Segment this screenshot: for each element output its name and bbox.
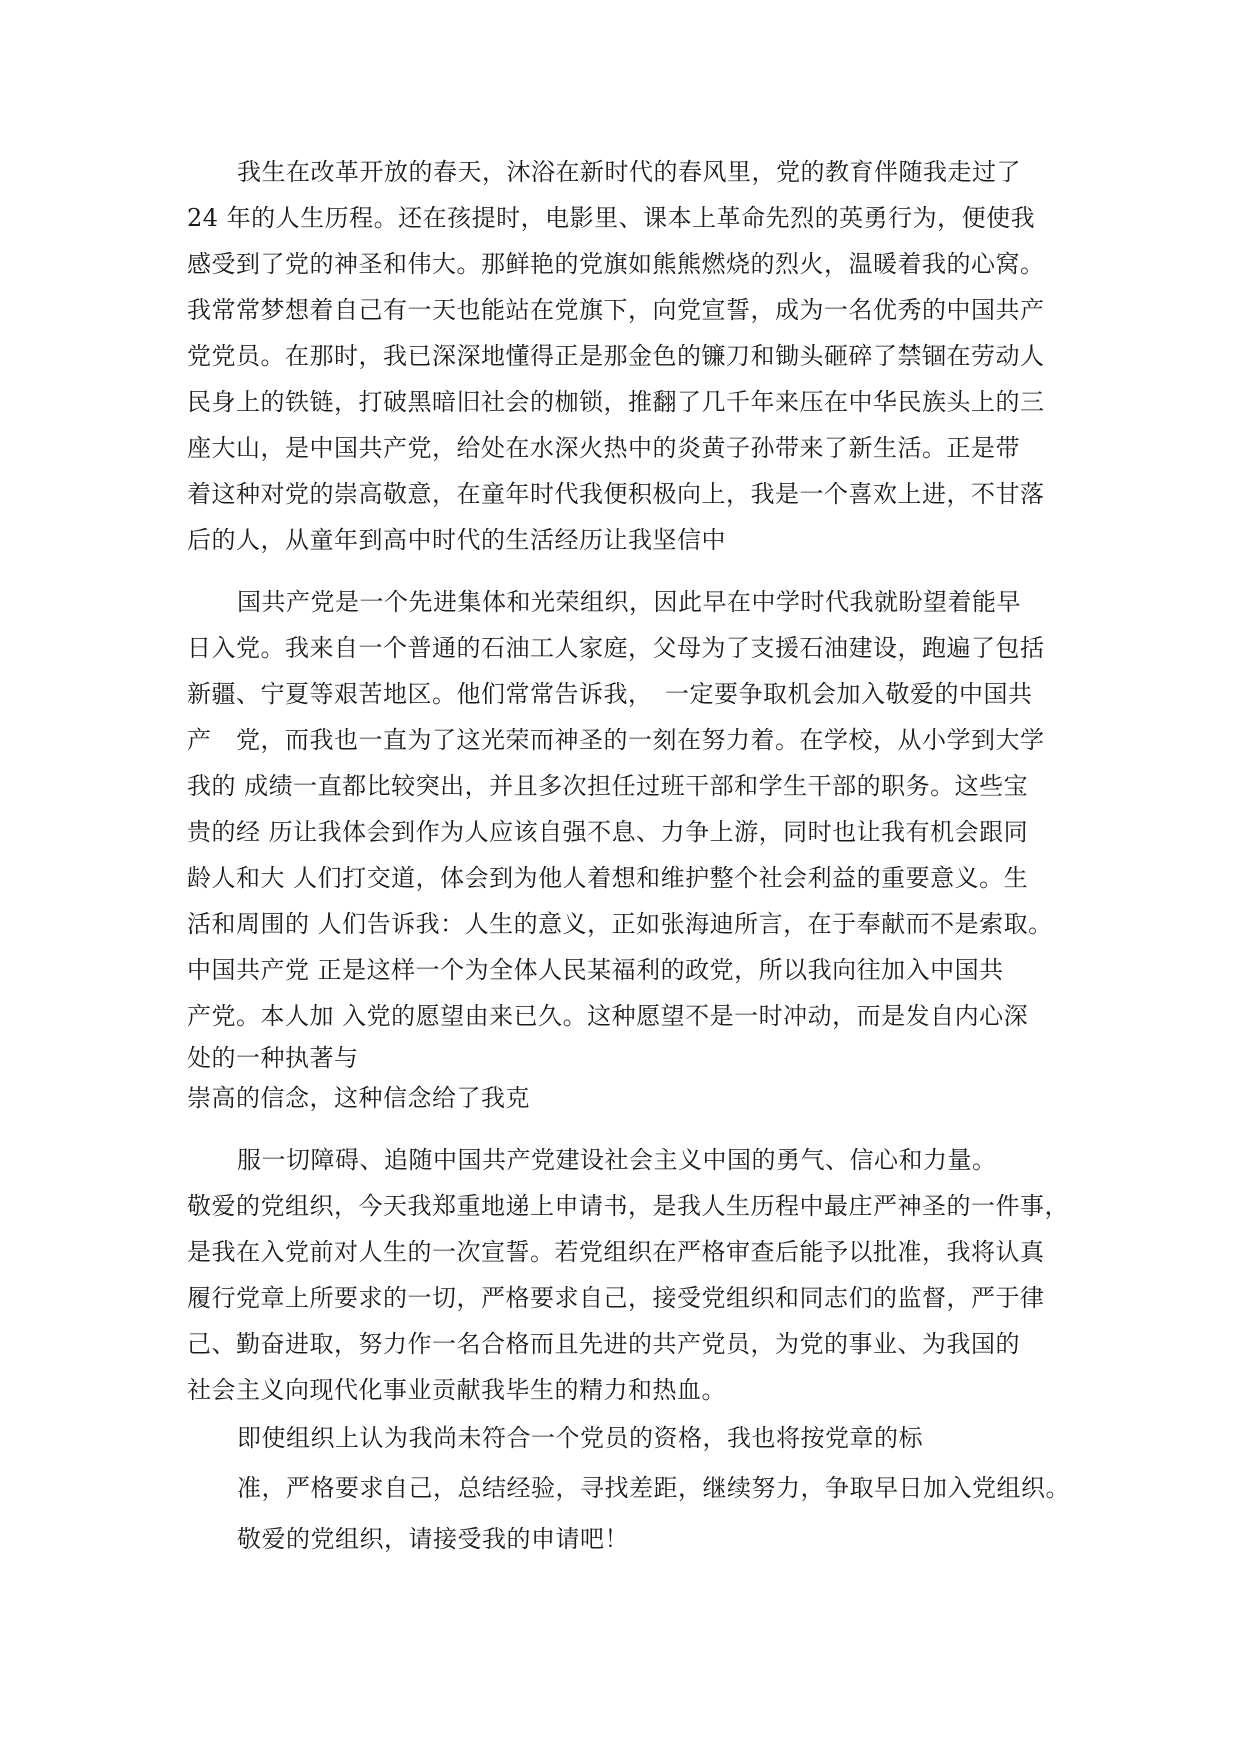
paragraph-3-line-4: 履行党章上所要求的一切，严格要求自己，接受党组织和同志们的监督，严于律 [187,1284,1045,1312]
paragraph-1-line-2: 24 年的人生历程。还在孩提时，电影里、课本上革命先烈的英勇行为，便使我 [187,204,1036,232]
paragraph-2-line-4: 产 党，而我也一直为了这光荣而神圣的一刻在努力着。在学校，从小学到大学 [187,726,1045,754]
paragraph-1-line-1: 我生在改革开放的春天，沐浴在新时代的春风里，党的教育伴随我走过了 [237,158,1021,186]
paragraph-3-line-5: 己、勤奋进取，努力作一名合格而且先进的共产党员，为党的事业、为我国的 [187,1330,1020,1358]
paragraph-2-line-6: 贵的经 历让我体会到作为人应该自强不息、力争上游，同时也让我有机会跟同 [187,818,1029,846]
paragraph-1-line-5: 党党员。在那时，我已深深地懂得正是那金色的镰刀和锄头砸碎了禁锢在劳动人 [187,342,1045,370]
paragraph-2-line-2: 日入党。我来自一个普通的石油工人家庭，父母为了支援石油建设，跑遍了包括 [187,634,1045,662]
paragraph-2-line-11: 处的一种执著与 [187,1044,359,1072]
paragraph-2-line-12: 崇高的信念，这种信念给了我克 [187,1084,530,1112]
paragraph-3-line-3: 是我在入党前对人生的一次宣誓。若党组织在严格审查后能予以批准，我将认真 [187,1238,1045,1266]
paragraph-2-line-8: 活和周围的 人们告诉我：人生的意义，正如张海迪所言，在于奉献而不是索取。 [187,910,1053,938]
paragraph-1-line-3: 感受到了党的神圣和伟大。那鲜艳的党旗如熊熊燃烧的烈火，温暖着我的心窝。 [187,250,1045,278]
paragraph-1-line-6: 民身上的铁链，打破黑暗旧社会的枷锁，推翻了几千年来压在中华民族头上的三 [187,388,1045,416]
paragraph-4-line-1: 即使组织上认为我尚未符合一个党员的资格，我也将按党章的标 [237,1424,923,1452]
paragraph-3-line-1: 服一切障碍、追随中国共产党建设社会主义中国的勇气、信心和力量。 [237,1146,997,1174]
paragraph-2-line-3: 新疆、宁夏等艰苦地区。他们常常告诉我， 一定要争取机会加入敬爱的中国共 [187,680,1033,708]
paragraph-1-line-9: 后的人，从童年到高中时代的生活经历让我坚信中 [187,526,726,554]
closing-line: 敬爱的党组织，请接受我的申请吧！ [237,1525,629,1553]
paragraph-1-line-7: 座大山，是中国共产党，给处在水深火热中的炎黄子孙带来了新生活。正是带 [187,434,1020,462]
paragraph-2-line-10: 产党。本人加 入党的愿望由来已久。这种愿望不是一时冲动，而是发自内心深 [187,1002,1029,1030]
paragraph-2-line-9: 中国共产党 正是这样一个为全体人民某福利的政党，所以我向往加入中国共 [187,956,1004,984]
paragraph-1-line-4: 我常常梦想着自己有一天也能站在党旗下，向党宣誓，成为一名优秀的中国共产 [187,296,1045,324]
paragraph-3-line-6: 社会主义向现代化事业贡献我毕生的精力和热血。 [187,1376,726,1404]
paragraph-4-line-2: 准，严格要求自己，总结经验，寻找差距，继续努力，争取早日加入党组织。 [237,1474,1070,1502]
paragraph-2-line-7: 龄人和大 人们打交道，体会到为他人着想和维护整个社会利益的重要意义。生 [187,864,1029,892]
paragraph-3-line-2: 敬爱的党组织，今天我郑重地递上申请书，是我人生历程中最庄严神圣的一件事， [187,1192,1069,1220]
paragraph-2-line-5: 我的 成绩一直都比较突出，并且多次担任过班干部和学生干部的职务。这些宝 [187,772,1029,800]
paragraph-2-line-1: 国共产党是一个先进集体和光荣组织，因此早在中学时代我就盼望着能早 [237,588,1021,616]
paragraph-1-line-8: 着这种对党的崇高敬意，在童年时代我便积极向上，我是一个喜欢上进，不甘落 [187,480,1045,508]
